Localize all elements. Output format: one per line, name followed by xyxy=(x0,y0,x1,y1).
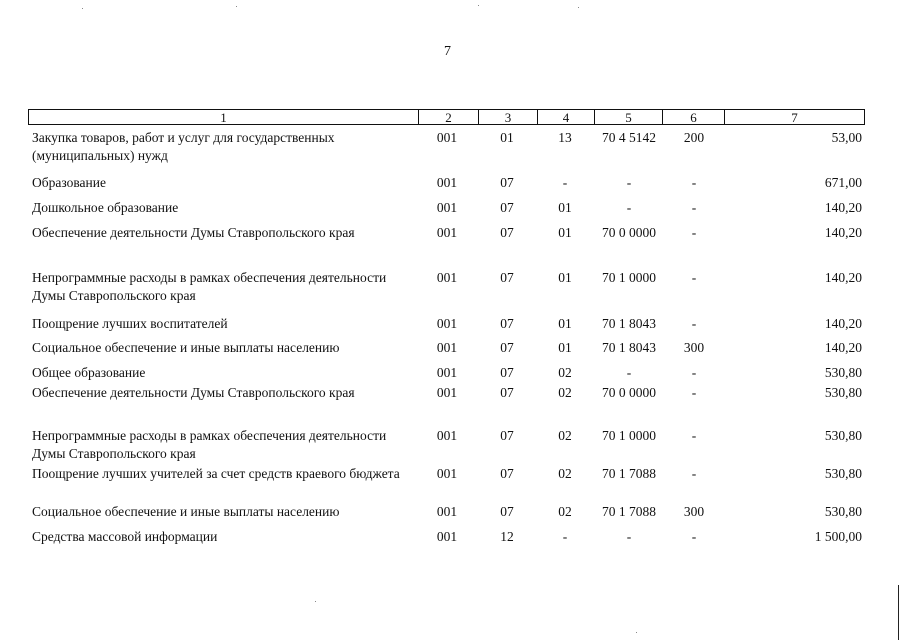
row-expense-type: - xyxy=(691,175,697,190)
row-subsection: 02 xyxy=(558,365,572,380)
row-name: Дошкольное образование xyxy=(32,200,179,215)
row-code: 001 xyxy=(436,316,458,331)
row-amount: 671,00 xyxy=(824,175,862,190)
header-col-5: 5 xyxy=(594,109,662,125)
row-target: 70 1 8043 xyxy=(602,340,656,355)
row-section: 07 xyxy=(500,316,514,331)
header-col-7: 7 xyxy=(724,109,865,125)
row-section: 07 xyxy=(500,270,514,285)
row-name: Обеспечение деятельности Думы Ставропольского края xyxy=(32,225,355,240)
scan-speck xyxy=(236,6,237,7)
row-amount: 53,00 xyxy=(831,130,862,145)
row-amount: 530,80 xyxy=(824,466,862,481)
row-subsection: 02 xyxy=(558,466,572,481)
row-target: 70 1 0000 xyxy=(602,270,656,285)
row-code: 001 xyxy=(436,428,458,443)
scan-speck xyxy=(578,7,579,8)
row-section: 01 xyxy=(500,130,514,145)
row-amount: 1 500,00 xyxy=(814,529,862,544)
row-amount: 140,20 xyxy=(824,316,862,331)
row-section: 07 xyxy=(500,225,514,240)
row-expense-type: - xyxy=(691,225,697,240)
row-expense-type: - xyxy=(691,428,697,443)
row-target: 70 0 0000 xyxy=(602,225,656,240)
row-expense-type: 200 xyxy=(683,130,705,145)
row-subsection: 02 xyxy=(558,385,572,400)
scan-speck xyxy=(315,601,316,602)
row-code: 001 xyxy=(436,529,458,544)
row-code: 001 xyxy=(436,130,458,145)
row-subsection: 01 xyxy=(558,340,572,355)
row-code: 001 xyxy=(436,466,458,481)
row-expense-type: 300 xyxy=(683,504,705,519)
row-target: 70 1 7088 xyxy=(602,504,656,519)
header-col-4: 4 xyxy=(537,109,594,125)
header-col-1: 1 xyxy=(28,109,418,125)
table-header xyxy=(28,109,865,126)
row-code: 001 xyxy=(436,365,458,380)
row-code: 001 xyxy=(436,270,458,285)
row-code: 001 xyxy=(436,175,458,190)
row-section: 07 xyxy=(500,340,514,355)
row-target: 70 4 5142 xyxy=(602,130,656,145)
row-target: 70 1 7088 xyxy=(602,466,656,481)
row-subsection: - xyxy=(562,529,568,544)
row-name: Социальное обеспечение и иные выплаты населению xyxy=(32,340,340,355)
row-target: - xyxy=(626,175,632,190)
row-subsection: 13 xyxy=(558,130,572,145)
row-subsection: 02 xyxy=(558,428,572,443)
header-col-6: 6 xyxy=(662,109,724,125)
header-col-3: 3 xyxy=(478,109,537,125)
scan-margin-line xyxy=(898,585,899,640)
row-name: Поощрение лучших учителей за счет средств краевого бюджета xyxy=(32,466,400,481)
row-amount: 530,80 xyxy=(824,428,862,443)
row-subsection: 02 xyxy=(558,504,572,519)
row-name: Обеспечение деятельности Думы Ставропольского края xyxy=(32,385,355,400)
row-expense-type: - xyxy=(691,365,697,380)
row-expense-type: - xyxy=(691,316,697,331)
header-col-2: 2 xyxy=(418,109,478,125)
row-expense-type: - xyxy=(691,385,697,400)
row-section: 07 xyxy=(500,385,514,400)
row-code: 001 xyxy=(436,340,458,355)
row-name: Средства массовой информации xyxy=(32,529,218,544)
row-section: 07 xyxy=(500,504,514,519)
row-code: 001 xyxy=(436,504,458,519)
row-expense-type: - xyxy=(691,200,697,215)
row-target: - xyxy=(626,529,632,544)
row-expense-type: - xyxy=(691,466,697,481)
scan-speck xyxy=(82,8,83,9)
row-name: Образование xyxy=(32,175,106,190)
row-subsection: - xyxy=(562,175,568,190)
row-amount: 140,20 xyxy=(824,340,862,355)
row-subsection: 01 xyxy=(558,270,572,285)
row-code: 001 xyxy=(436,200,458,215)
row-target: 70 0 0000 xyxy=(602,385,656,400)
row-name: Социальное обеспечение и иные выплаты населению xyxy=(32,504,340,519)
row-amount: 140,20 xyxy=(824,225,862,240)
row-name: Закупка товаров, работ и услуг для государственных (муниципальных) нужд xyxy=(32,130,335,163)
scan-speck xyxy=(636,632,637,633)
row-section: 07 xyxy=(500,175,514,190)
row-expense-type: - xyxy=(691,270,697,285)
row-section: 07 xyxy=(500,365,514,380)
row-subsection: 01 xyxy=(558,316,572,331)
row-amount: 530,80 xyxy=(824,504,862,519)
row-subsection: 01 xyxy=(558,225,572,240)
row-section: 07 xyxy=(500,200,514,215)
row-code: 001 xyxy=(436,225,458,240)
row-amount: 530,80 xyxy=(824,365,862,380)
row-section: 12 xyxy=(500,529,514,544)
row-expense-type: 300 xyxy=(683,340,705,355)
row-code: 001 xyxy=(436,385,458,400)
row-section: 07 xyxy=(500,428,514,443)
row-name: Непрограммные расходы в рамках обеспечения деятельности Думы Ставропольского края xyxy=(32,270,387,303)
row-subsection: 01 xyxy=(558,200,572,215)
page-number: 7 xyxy=(444,44,451,59)
scan-speck xyxy=(478,5,479,6)
row-section: 07 xyxy=(500,466,514,481)
row-amount: 140,20 xyxy=(824,200,862,215)
row-target: 70 1 0000 xyxy=(602,428,656,443)
row-name: Поощрение лучших воспитателей xyxy=(32,316,228,331)
row-expense-type: - xyxy=(691,529,697,544)
row-name: Непрограммные расходы в рамках обеспечения деятельности Думы Ставропольского края xyxy=(32,428,387,461)
row-target: - xyxy=(626,365,632,380)
row-name: Общее образование xyxy=(32,365,146,380)
row-target: - xyxy=(626,200,632,215)
row-target: 70 1 8043 xyxy=(602,316,656,331)
row-amount: 140,20 xyxy=(824,270,862,285)
row-amount: 530,80 xyxy=(824,385,862,400)
